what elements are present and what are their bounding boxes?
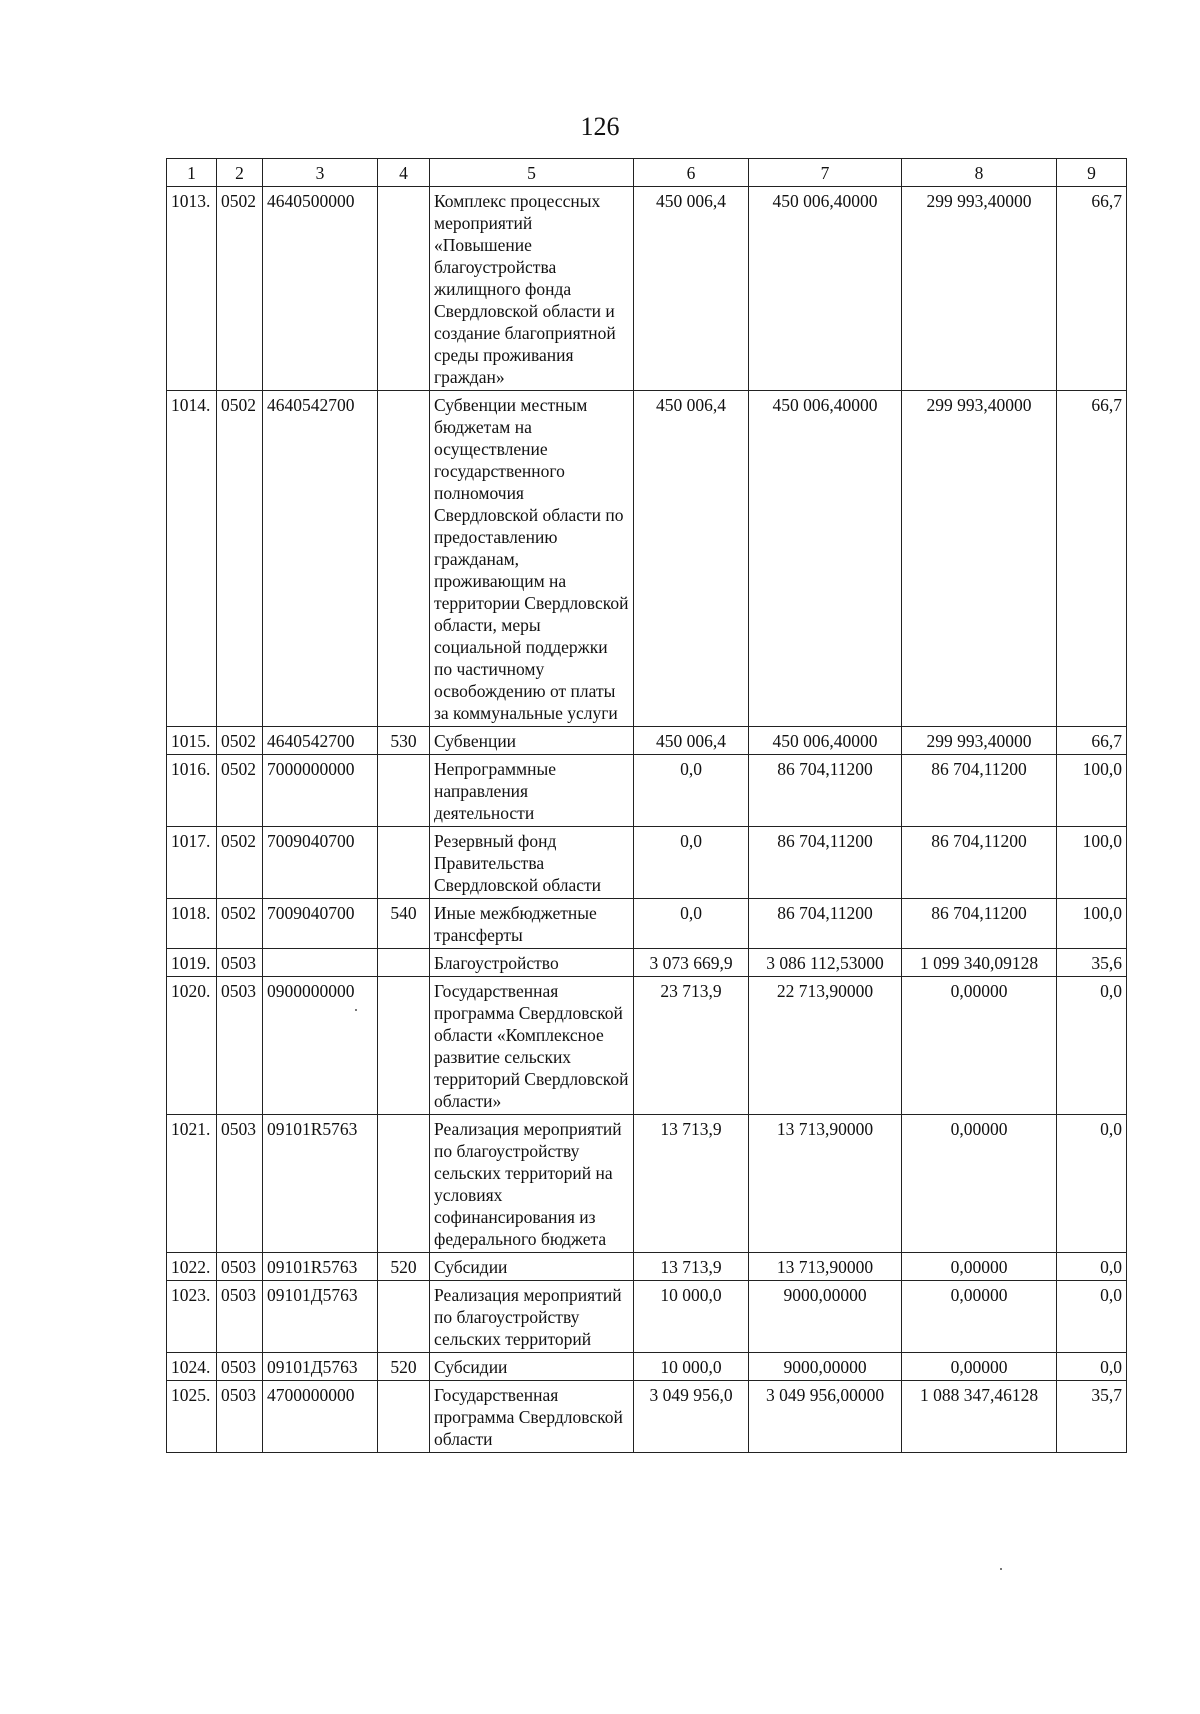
column-header: 5 [430,159,634,187]
table-cell: 0,00000 [902,1253,1057,1281]
table-cell: 0503 [217,1281,263,1353]
table-cell: 1 088 347,46128 [902,1381,1057,1453]
table-cell: 299 993,40000 [902,187,1057,391]
table-cell: 1 099 340,09128 [902,949,1057,977]
table-cell: 86 704,11200 [749,899,902,949]
table-cell: 86 704,11200 [749,827,902,899]
table-cell: 520 [378,1253,430,1281]
table-cell: 66,7 [1057,727,1127,755]
table-cell [378,949,430,977]
table-cell: 450 006,4 [634,391,749,727]
column-header: 7 [749,159,902,187]
column-header: 8 [902,159,1057,187]
table-cell: 0502 [217,755,263,827]
table-cell: 0,0 [1057,1281,1127,1353]
budget-table [166,158,1127,1453]
table-cell: 7009040700 [263,899,378,949]
table-cell: 23 713,9 [634,977,749,1115]
table-cell: 0,0 [634,899,749,949]
table-cell: Субвенции [430,727,634,755]
table-cell: 0502 [217,827,263,899]
table-row [167,1353,1127,1381]
table-cell: 4640542700 [263,391,378,727]
table-cell: 4640500000 [263,187,378,391]
table-row [167,977,1127,1115]
table-row [167,391,1127,727]
table-cell: 0,00000 [902,1353,1057,1381]
table-row [167,755,1127,827]
table-cell: 09101R5763 [263,1115,378,1253]
table-cell: 0503 [217,1253,263,1281]
table-cell: 450 006,4 [634,727,749,755]
table-cell: 1014. [167,391,217,727]
table-cell: 0,0 [1057,1353,1127,1381]
table-cell: 35,7 [1057,1381,1127,1453]
table-cell: 0503 [217,1353,263,1381]
table-cell: 1016. [167,755,217,827]
scan-speck [1000,1568,1002,1570]
table-cell [378,1281,430,1353]
table-cell [263,949,378,977]
table-cell: Реализация мероприятий по благоустройству сельских территорий [430,1281,634,1353]
table-cell: 13 713,9 [634,1253,749,1281]
table-row [167,1381,1127,1453]
table-cell: 0,00000 [902,1115,1057,1253]
table-cell: 3 049 956,0 [634,1381,749,1453]
table-cell [378,977,430,1115]
table-cell: 86 704,11200 [902,899,1057,949]
table-cell: 0,00000 [902,977,1057,1115]
table-cell: 3 049 956,00000 [749,1381,902,1453]
table-cell: 86 704,11200 [749,755,902,827]
table-row [167,187,1127,391]
table-cell: Субсидии [430,1353,634,1381]
table-cell: 10 000,0 [634,1281,749,1353]
table-cell: 0502 [217,899,263,949]
table-cell [378,827,430,899]
table-cell: 35,6 [1057,949,1127,977]
table-cell: 13 713,9 [634,1115,749,1253]
table-row [167,827,1127,899]
table-cell: 0,0 [1057,977,1127,1115]
table-cell: 1022. [167,1253,217,1281]
table-cell: 0502 [217,391,263,727]
header-row [167,159,1127,187]
table-cell: 1023. [167,1281,217,1353]
column-header: 9 [1057,159,1127,187]
table-cell: Субсидии [430,1253,634,1281]
table-cell [378,391,430,727]
table-cell: 1017. [167,827,217,899]
table-cell: 299 993,40000 [902,391,1057,727]
table-cell: 9000,00000 [749,1353,902,1381]
table-cell: 100,0 [1057,755,1127,827]
table-cell: 1018. [167,899,217,949]
column-header: 6 [634,159,749,187]
table-cell: 4640542700 [263,727,378,755]
page-number: 126 [580,112,620,141]
table-cell: 1013. [167,187,217,391]
table-cell: 0503 [217,977,263,1115]
table-cell [378,1115,430,1253]
table-cell [378,187,430,391]
table-cell: 7009040700 [263,827,378,899]
column-header: 3 [263,159,378,187]
table-cell: 450 006,40000 [749,727,902,755]
table-cell: 66,7 [1057,187,1127,391]
table-cell: 22 713,90000 [749,977,902,1115]
table-row [167,1281,1127,1353]
table-cell: 299 993,40000 [902,727,1057,755]
column-header: 4 [378,159,430,187]
column-header: 1 [167,159,217,187]
table-cell: Непрограммные направления деятельности [430,755,634,827]
table-cell: 4700000000 [263,1381,378,1453]
table-cell: 13 713,90000 [749,1115,902,1253]
table-row [167,1115,1127,1253]
table-cell: 86 704,11200 [902,755,1057,827]
table-row [167,949,1127,977]
table-row [167,1253,1127,1281]
table-cell: 3 086 112,53000 [749,949,902,977]
table-cell: 0503 [217,949,263,977]
column-header: 2 [217,159,263,187]
table-cell: 0,0 [1057,1115,1127,1253]
table-cell: 1025. [167,1381,217,1453]
table-cell: 540 [378,899,430,949]
table-cell: 86 704,11200 [902,827,1057,899]
table-cell: 520 [378,1353,430,1381]
table-cell: 3 073 669,9 [634,949,749,977]
table-cell: Благоустройство [430,949,634,977]
table-cell: Государственная программа Свердловской области «Комплексное развитие сельских территорий Свердловской области» [430,977,634,1115]
table-cell: Иные межбюджетные трансферты [430,899,634,949]
table-cell: 0,0 [1057,1253,1127,1281]
table-cell: 450 006,4 [634,187,749,391]
table-cell: 0,0 [634,755,749,827]
table-cell: 9000,00000 [749,1281,902,1353]
table-cell: 09101R5763 [263,1253,378,1281]
table-cell: 1024. [167,1353,217,1381]
table-cell: 0,00000 [902,1281,1057,1353]
scan-speck [355,1009,357,1011]
table-cell: Комплекс процессных мероприятий «Повышение благоустройства жилищного фонда Свердловской области и создание благоприятной среды проживания граждан» [430,187,634,391]
table-cell: 7000000000 [263,755,378,827]
table-row [167,727,1127,755]
table-cell: 1020. [167,977,217,1115]
table-row [167,899,1127,949]
table-cell: 100,0 [1057,827,1127,899]
table-cell: 0900000000 [263,977,378,1115]
table-cell [378,1381,430,1453]
table-cell: Резервный фонд Правительства Свердловской области [430,827,634,899]
table-cell: Государственная программа Свердловской области [430,1381,634,1453]
table-cell: 100,0 [1057,899,1127,949]
table-cell [378,755,430,827]
table-cell: 450 006,40000 [749,187,902,391]
table-cell: 530 [378,727,430,755]
table-cell: 09101Д5763 [263,1281,378,1353]
table-cell: Субвенции местным бюджетам на осуществление государственного полномочия Свердловской области по предоставлению гражданам, проживающим на территории Свердловской области, меры социальной поддержки по частичному освобождению от платы за коммунальные услуги [430,391,634,727]
table-cell: 0502 [217,727,263,755]
table-cell: 09101Д5763 [263,1353,378,1381]
table-cell: 450 006,40000 [749,391,902,727]
table-cell: Реализация мероприятий по благоустройству сельских территорий на условиях софинансирования из федерального бюджета [430,1115,634,1253]
table-cell: 1015. [167,727,217,755]
table-cell: 1019. [167,949,217,977]
table-cell: 66,7 [1057,391,1127,727]
table-cell: 0,0 [634,827,749,899]
table-cell: 13 713,90000 [749,1253,902,1281]
table-cell: 0503 [217,1381,263,1453]
table-cell: 10 000,0 [634,1353,749,1381]
table-cell: 0503 [217,1115,263,1253]
table-cell: 0502 [217,187,263,391]
table-cell: 1021. [167,1115,217,1253]
